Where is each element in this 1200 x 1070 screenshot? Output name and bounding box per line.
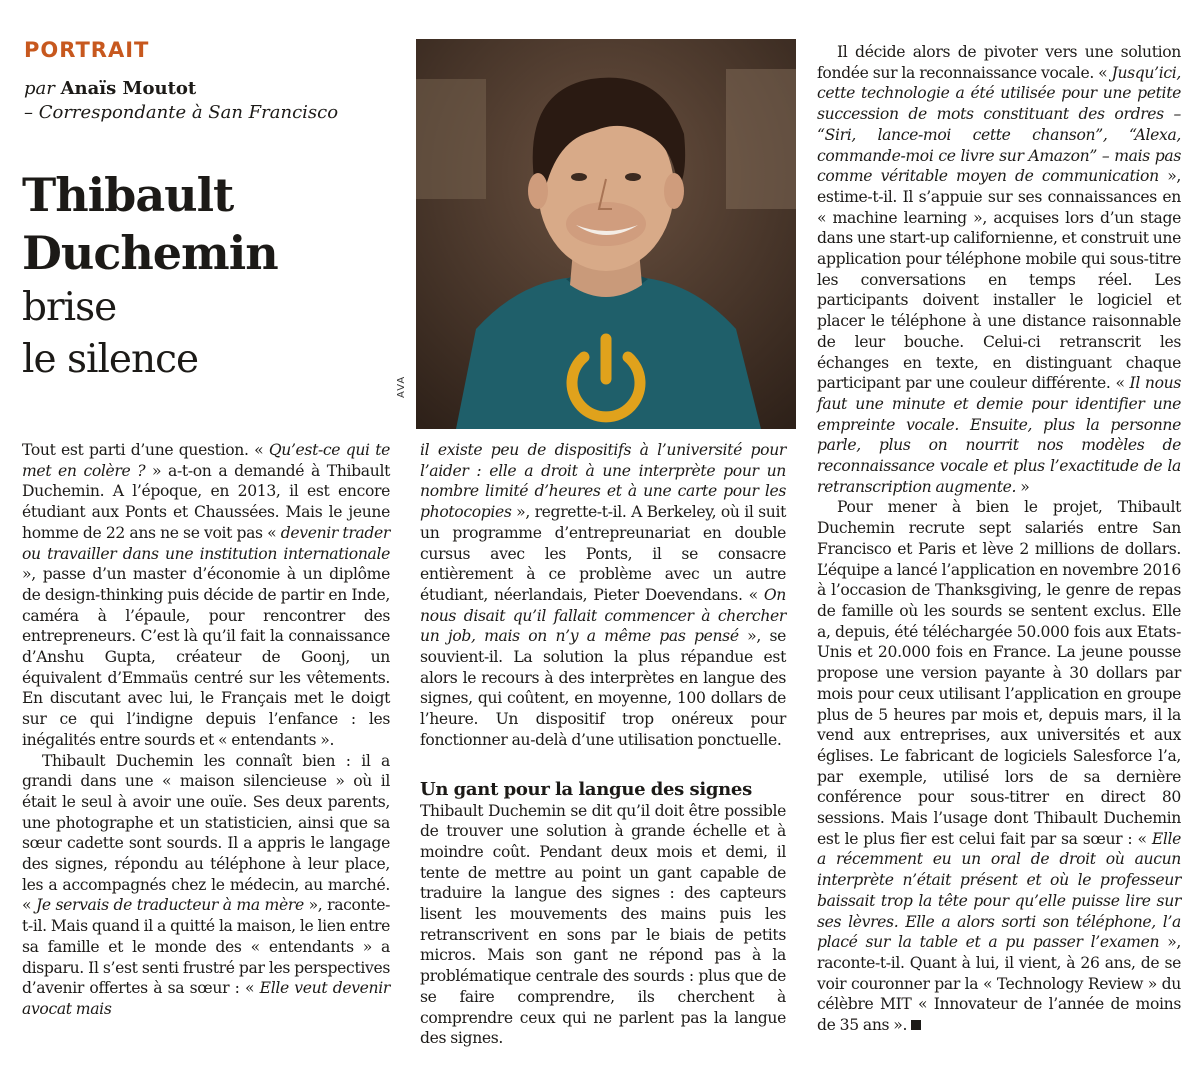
- paragraph: [817, 497, 1181, 1035]
- text-run: », estime-t-il. Il s’appuie sur ses connaissances en « machine learning », acquises lors d’un stage dans une start-up californienne, et construit une application pour téléphone mobile qui sous-titre les conversations en temps réel. Les participants doivent installer le logiciel et placer le téléphone à une distance raisonnable de leur bouche. Celui-ci retranscrit les échanges en texte, en distinguant chaque participant par une couleur différente. «: [817, 167, 1181, 393]
- text-run: Pour mener à bien le projet, Thibault Duchemin recrute sept salariés entre San Francisco et Paris et lève 2 millions de dollars. L’équipe a lancé l’application en novembre 2016 à l’occasion de Thanksgiving, le genre de repas de famille où les sourds se sentent exclus. Elle a, depuis, été téléchargée 50.000 fois aux Etats-Unis et 20.000 fois en France. La jeune pousse propose une version payante à 30 dollars par mois pour ceux utilisant l’application en groupe plus de 5 heures par mois et, depuis mars, il la vend aux entreprises, aux universités et aux églises. Le fabricant de logiciels Salesforce l’a, par exemple, utilisé lors de sa dernière conférence pour sous-titrer en direct 80 sessions. Mais l’usage dont Thibault Duchemin est le plus fier est celui fait par sa sœur : «: [817, 498, 1181, 848]
- quote: Elle veut devenir avocat mais: [22, 979, 390, 1018]
- quote: devenir trader ou travailler dans une institution internationale: [22, 523, 390, 563]
- article-column-2: [420, 440, 786, 1049]
- paragraph: Thibault Duchemin se dit qu’il doit être possible de trouver une solution à grande échelle et à moindre coût. Pendant deux mois et demi, il tente de mettre au point un gant capable de traduire la langue des signes : des capteurs lisent les mouvements des mains puis les retranscrivent en sons par le biais de petits micros. Mais son gant ne répond pas à la problématique centrale des sourds : plus que de se faire comprendre, ils cherchent à comprendre ceux qui ne parlent pas la langue des signes.: [420, 801, 786, 1048]
- portrait-illustration: [416, 39, 796, 429]
- text-run: Il décide alors de pivoter vers une solution fondée sur la reconnaissance vocale. «: [817, 43, 1181, 82]
- author-name: Anaïs Moutot: [60, 78, 197, 99]
- quote: Elle a récemment eu un oral de droit où aucun interprète n’était présent et où le professeur baissait trop la tête pour qu’elle puisse lire sur ses lèvres. Elle a alors sorti son téléphone, l’a placé sur la table et a pu passer l’examen: [817, 829, 1181, 952]
- article-column-3: [817, 42, 1181, 1036]
- text-run: »: [1016, 477, 1030, 496]
- quote: On nous disait qu’il fallait commencer à chercher un job, mais on n’y a même pas pensé: [420, 585, 786, 646]
- headline-name-line1: Thibault: [22, 168, 234, 222]
- text-run: », raconte-t-il. Quant à lui, il vient, à 26 ans, de se voir couronner par la « Technology Review » du célèbre MIT « Innovateur de l’année de moins de 35 ans ».: [817, 933, 1181, 1035]
- headline-name-line2: Duchemin: [22, 226, 278, 280]
- headline-deck-line1: brise: [22, 285, 117, 330]
- text-run: », passe d’un master d’économie à un diplôme de design-thinking puis décide de partir en Inde, caméra à l’épaule, pour rencontrer des entrepreneurs. C’est là qu’il fait la connaissance d’Anshu Gupta, créateur de Goonj, un équivalent d’Emmaüs centré sur les vêtements. En discutant avec lui, le Français met le doigt sur ce qui l’indigne depuis l’enfance : les inégalités entre sourds et « entendants ».: [22, 565, 390, 749]
- quote: Qu’est-ce qui te met en colère ?: [22, 441, 390, 480]
- quote: Jusqu’ici, cette technologie a été utilisée pour une petite succession de mots constituant des ordres – “Siri, lance-moi cette chanson”, “Alexa, commande-moi ce livre sur Amazon” – mais pas comme véritable moyen de communication: [817, 63, 1181, 186]
- text-run: », raconte-t-il. Mais quand il a quitté la maison, le lien entre sa famille et le monde des « entendants » a disparu. Il s’est senti frustré par les perspectives d’avenir offertes à sa sœur : «: [22, 896, 390, 998]
- headline: [22, 166, 278, 386]
- portrait-photo: [416, 39, 796, 429]
- author-role: – Correspondante à San Francisco: [24, 102, 339, 123]
- text-run: Thibault Duchemin les connaît bien : il a grandi dans une « maison silencieuse » où il était le seul à avoir une ouïe. Ses deux parents, une photographe et un statisticien, ainsi que sa sœur cadette sont sourds. Il a appris le langage des signes, répondu au téléphone à leur place, les a accompagnés chez le médecin, au marché. «: [22, 751, 390, 915]
- subheading: Un gant pour la langue des signes: [420, 778, 752, 800]
- paragraph: [22, 440, 390, 751]
- photo-credit: AVA: [396, 375, 407, 398]
- text-run: » a-t-on a demandé à Thibault Duchemin. A l’époque, en 2013, il est encore étudiant aux Ponts et Chaussées. Mais le jeune homme de 22 ans ne se voit pas «: [22, 461, 390, 542]
- quote: Il nous faut une minute et demie pour identifier une empreinte vocale. Ensuite, plus la personne parle, plus on nourrit nos modèles de reconnaissance vocale et plus l’exactitude de la retranscription augmente.: [817, 374, 1181, 496]
- headline-deck-line2: le silence: [22, 337, 199, 382]
- byline: [24, 77, 338, 125]
- article-column-1: [22, 440, 390, 1020]
- paragraph: [817, 42, 1181, 497]
- byline-prefix: par: [24, 78, 55, 99]
- paragraph: [420, 440, 786, 751]
- paragraph: [22, 751, 390, 1020]
- text-run: », regrette-t-il. A Berkeley, où il suit un programme d’entrepreunariat en double cursus avec les Ponts, il se consacre entièrement à ce problème avec un autre étudiant, néerlandais, Pieter Doevendans. «: [420, 503, 786, 604]
- section-kicker: PORTRAIT: [24, 38, 150, 62]
- quote: Je servais de traducteur à ma mère: [35, 896, 304, 915]
- quote: il existe peu de dispositifs à l’université pour l’aider : elle a droit à une interprète pour un nombre limité d’heures et à une carte pour les photocopies: [420, 441, 786, 522]
- text-run: », se souvient-il. La solution la plus répandue est alors le recours à des interprètes en langue des signes, qui coûtent, en moyenne, 100 dollars de l’heure. Un dispositif trop onéreux pour fonctionner au-delà d’une utilisation ponctuelle.: [420, 627, 786, 749]
- end-mark-icon: [911, 1020, 921, 1030]
- text-run: Tout est parti d’une question. «: [22, 441, 269, 459]
